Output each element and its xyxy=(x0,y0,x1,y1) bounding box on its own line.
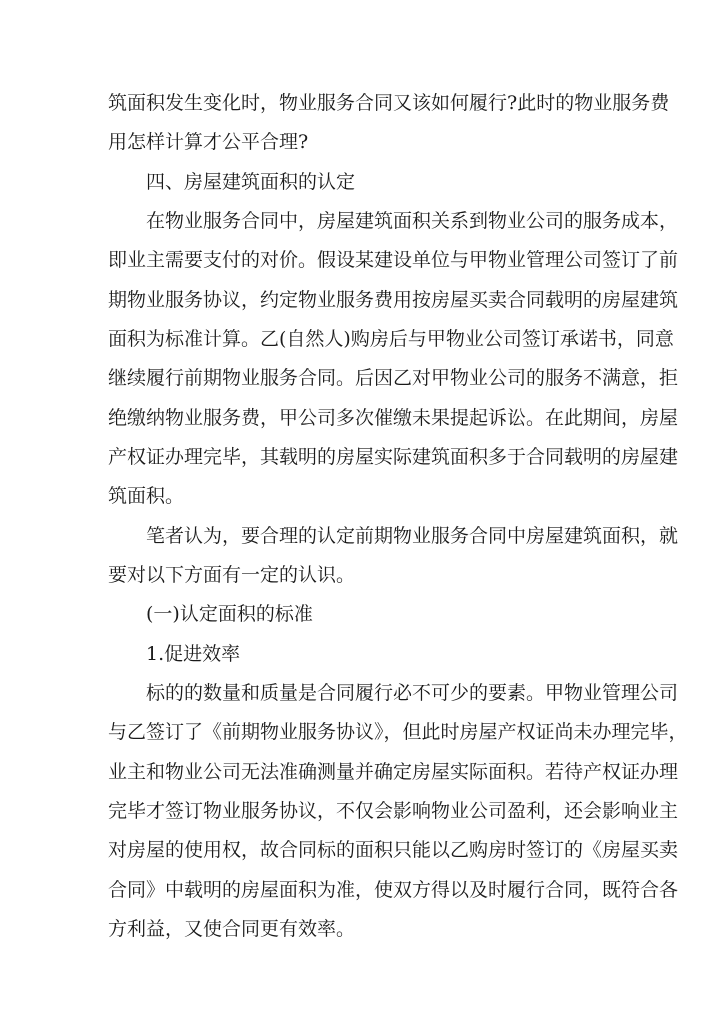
text-line: 业主和物业公司无法准确测量并确定房屋实际面积。若待产权证办理 xyxy=(108,761,679,783)
text-line: 在物业服务合同中，房屋建筑面积关系到物业公司的服务成本， xyxy=(146,210,679,232)
text-line: 要对以下方面有一定的认识。 xyxy=(108,564,356,586)
text-line: 绝缴纳物业服务费，甲公司多次催缴未果提起诉讼。在此期间，房屋 xyxy=(108,407,679,429)
subsection-heading: (一)认定面积的标准 xyxy=(146,603,313,625)
text-line: 笔者认为，要合理的认定前期物业服务合同中房屋建筑面积，就 xyxy=(146,525,679,547)
text-line: 对房屋的使用权，故合同标的面积只能以乙购房时签订的《房屋买卖 xyxy=(108,839,679,861)
text-line: 筑面积发生变化时，物业服务合同又该如何履行?此时的物业服务费 xyxy=(108,92,670,114)
text-line: 即业主需要支付的对价。假设某建设单位与甲物业管理公司签订了前 xyxy=(108,249,679,271)
text-line: 完毕才签订物业服务协议，不仅会影响物业公司盈利，还会影响业主 xyxy=(108,800,679,822)
text-line: 标的的数量和质量是合同履行必不可少的要素。甲物业管理公司 xyxy=(146,682,679,704)
text-line: 期物业服务协议，约定物业服务费用按房屋买卖合同载明的房屋建筑 xyxy=(108,289,679,311)
text-line: 合同》中载明的房屋面积为准，使双方得以及时履行合同，既符合各 xyxy=(108,879,679,901)
text-line: 用怎样计算才公平合理? xyxy=(108,131,309,153)
text-line: 继续履行前期物业服务合同。后因乙对甲物业公司的服务不满意，拒 xyxy=(108,367,679,389)
text-line: 与乙签订了《前期物业服务协议》，但此时房屋产权证尚未办理完毕， xyxy=(108,721,688,743)
text-line: 筑面积。 xyxy=(108,485,185,507)
subsection-heading: 1.促进效率 xyxy=(146,643,241,665)
text-line: 面积为标准计算。乙(自然人)购房后与甲物业公司签订承诺书，同意 xyxy=(108,328,674,350)
section-heading: 四、房屋建筑面积的认定 xyxy=(146,171,356,193)
text-line: 方利益，又使合同更有效率。 xyxy=(108,918,356,940)
text-line: 产权证办理完毕，其载明的房屋实际建筑面积多于合同载明的房屋建 xyxy=(108,446,679,468)
